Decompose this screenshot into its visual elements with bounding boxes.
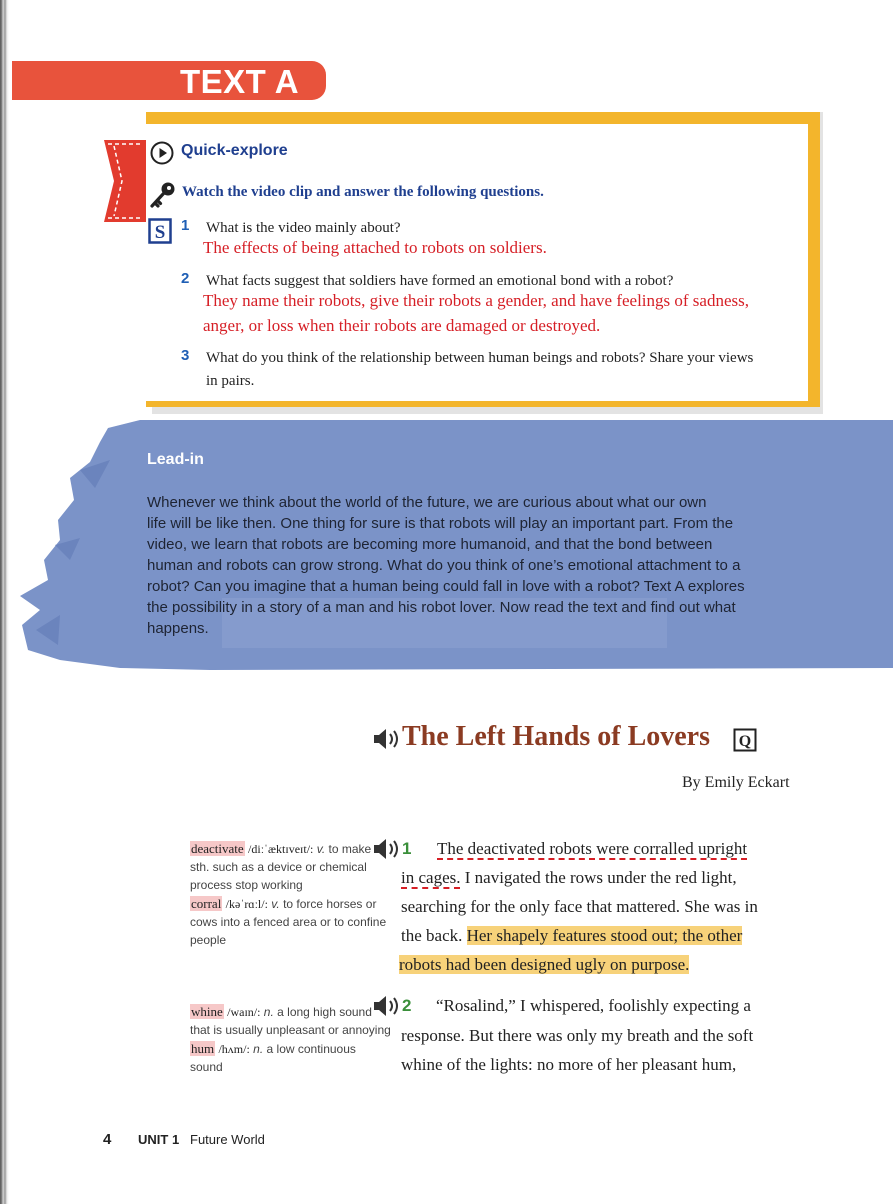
lead-in-title: Lead-in: [147, 451, 204, 468]
audio-speaker-icon[interactable]: [372, 836, 402, 862]
glossary-definition: process stop working: [190, 878, 303, 892]
question-text: What is the video mainly about?: [206, 220, 401, 236]
glossary-entry: [190, 1003, 391, 1039]
answer-text: anger, or loss when their robots are damaged or destroyed.: [203, 316, 601, 335]
story-line: response. But there was only my breath and the soft: [401, 1026, 754, 1045]
glossary-definition: a long high sound: [277, 1005, 372, 1019]
story-line: whine of the lights: no more of her pleasant hum,: [401, 1055, 737, 1074]
story-line: robots had been designed ugly on purpose.: [399, 955, 690, 974]
paragraph-number: 2: [402, 996, 412, 1015]
glossary-definition: sound: [190, 1060, 223, 1074]
question-text: in pairs.: [206, 373, 255, 389]
quick-explore-title: Quick-explore: [181, 142, 288, 159]
question-text: What facts suggest that soldiers have formed an emotional bond with a robot?: [206, 273, 674, 289]
question-number: 2: [181, 270, 190, 287]
glossary-definition: cows into a fenced area or to confine: [190, 915, 387, 929]
paragraph-number: 1: [402, 839, 412, 858]
glossary-phonetic: /diːˈæktɪveɪt/:: [248, 842, 314, 856]
q-badge-icon[interactable]: [733, 728, 757, 752]
lead-in-line: Whenever we think about the world of the future, we are curious about what our own: [147, 494, 707, 511]
unit-name: Future World: [190, 1132, 265, 1147]
svg-text:S: S: [154, 222, 166, 243]
svg-text:Q: Q: [738, 733, 752, 750]
glossary-entry: [190, 1040, 356, 1076]
story-line: in cages. I navigated the rows under the red light,: [401, 868, 737, 887]
page-number: 4: [103, 1131, 112, 1148]
glossary-pos: n.: [253, 1042, 264, 1056]
answer-text: They name their robots, give their robots a gender, and have feelings of sadness,: [203, 291, 749, 310]
section-label: TEXT A: [180, 63, 300, 100]
lead-in-line: video, we learn that robots are becoming more humanoid, and that the bond between: [147, 536, 713, 553]
glossary-definition: people: [190, 933, 227, 947]
question-number: 1: [181, 217, 190, 234]
glossary-phonetic: /waɪn/:: [227, 1005, 261, 1019]
story-line: The deactivated robots were corralled upright: [437, 839, 748, 858]
glossary-definition: a low continuous: [266, 1042, 356, 1056]
unit-label: UNIT 1: [138, 1132, 180, 1147]
glossary-pos: v.: [316, 842, 326, 856]
glossary-word: deactivate: [191, 841, 244, 856]
glossary-word: hum: [191, 1041, 215, 1056]
glossary-definition: that is usually unpleasant or annoying: [190, 1023, 391, 1037]
story-line: “Rosalind,” I whispered, foolishly expecting a: [436, 996, 751, 1015]
instruction-text: Watch the video clip and answer the following questions.: [182, 184, 544, 200]
story-line: searching for the only face that mattered. She was in: [401, 897, 758, 916]
glossary-entry: [190, 895, 386, 949]
glossary-definition: sth. such as a device or chemical: [190, 860, 367, 874]
lead-in-line: life will be like then. One thing for sure is that robots will play an important part. From the: [147, 515, 734, 532]
glossary-definition: to make: [328, 842, 372, 856]
glossary-pos: v.: [271, 897, 280, 911]
glossary-word: whine: [191, 1004, 223, 1019]
glossary-pos: n.: [263, 1005, 274, 1019]
audio-speaker-icon[interactable]: [372, 727, 402, 751]
audio-speaker-icon[interactable]: [372, 993, 402, 1019]
story-line: the back. Her shapely features stood out; the other: [401, 926, 743, 945]
glossary-entry: [190, 840, 371, 894]
author-line: By Emily Eckart: [682, 774, 790, 791]
glossary-phonetic: /kəˈrɑːl/:: [225, 897, 268, 911]
glossary-word: corral: [191, 896, 222, 911]
question-number: 3: [181, 347, 190, 364]
story-title: The Left Hands of Lovers: [402, 721, 710, 752]
glossary-definition: to force horses or: [283, 897, 377, 911]
lead-in-line: human and robots can grow strong. What do you think of one’s emotional attachment to a: [147, 557, 741, 574]
question-text: What do you think of the relationship between human beings and robots? Share your views: [206, 350, 754, 366]
lead-in-body: [147, 492, 797, 639]
glossary-phonetic: /hʌm/:: [218, 1042, 250, 1056]
lead-in-line: happens.: [147, 620, 209, 637]
lead-in-line: the possibility in a story of a man and his robot lover. Now read the text and find out what: [147, 599, 736, 616]
lead-in-line: robot? Can you imagine that a human being could fall in love with a robot? Text A explores: [147, 578, 745, 595]
answer-text: The effects of being attached to robots on soldiers.: [203, 238, 547, 257]
